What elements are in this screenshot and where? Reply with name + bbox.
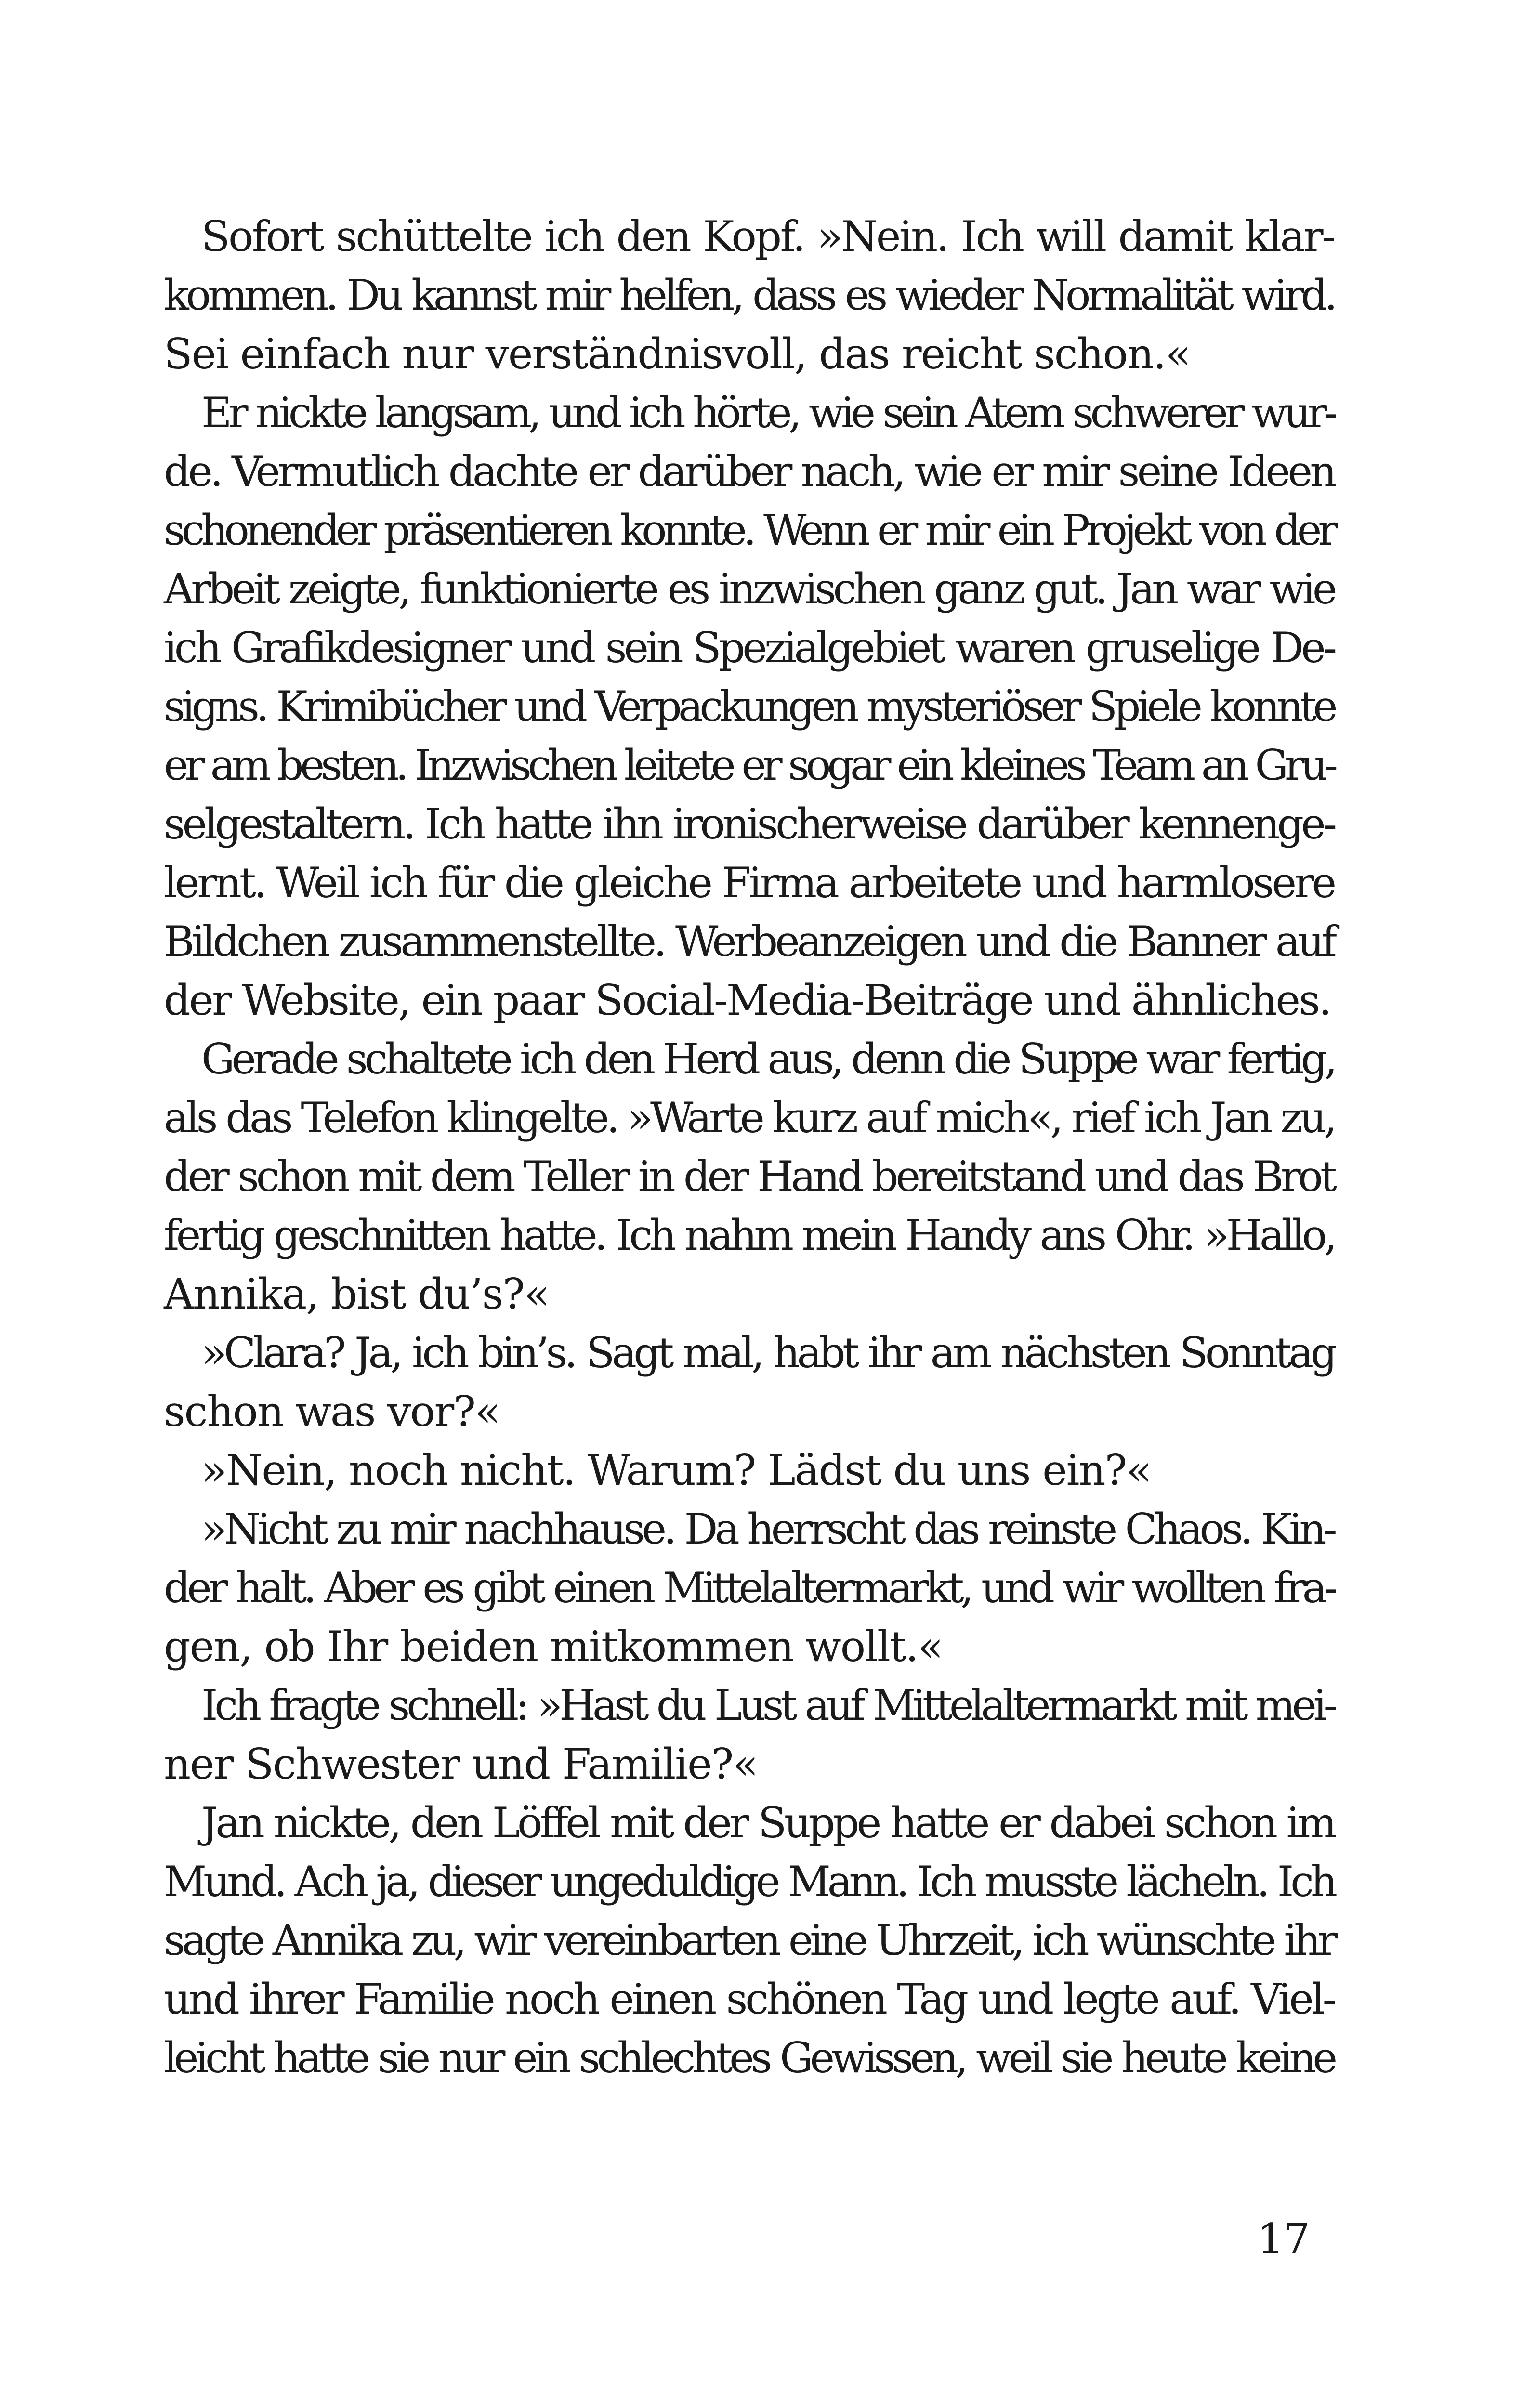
text-line: selgestaltern. Ich hatte ihn ironischerweise darüber kennenge-	[164, 799, 1334, 849]
text-line: der schon mit dem Teller in der Hand bereitstand und das Brot	[164, 1152, 1334, 1201]
text-line: Bildchen zusammenstellte. Werbeanzeigen und die Banner auf	[164, 917, 1334, 966]
text-line: Gerade schaltete ich den Herd aus, denn die Suppe war fertig,	[201, 1034, 1334, 1084]
text-line: und ihrer Familie noch einen schönen Tag und legte auf. Viel-	[164, 1975, 1334, 2024]
page-number: 17	[1257, 2214, 1310, 2264]
text-line: Jan nickte, den Löffel mit der Suppe hatte er dabei schon im	[201, 1798, 1334, 1847]
text-line: leicht hatte sie nur ein schlechtes Gewissen, weil sie heute keine	[164, 2033, 1334, 2082]
text-line: fertig geschnitten hatte. Ich nahm mein Handy ans Ohr. »Hallo,	[164, 1211, 1334, 1260]
text-line: Sei einfach nur verständnisvoll, das reicht schon.«	[164, 329, 1190, 379]
text-line: Sofort schüttelte ich den Kopf. »Nein. Ich will damit klar-	[201, 212, 1334, 261]
text-line: lernt. Weil ich für die gleiche Firma arbeitete und harmlosere	[164, 858, 1334, 907]
text-line: gen, ob Ihr beiden mitkommen wollt.«	[164, 1622, 943, 1671]
text-line: signs. Krimibücher und Verpackungen mysteriöser Spiele konnte	[164, 682, 1334, 731]
text-line: »Nein, noch nicht. Warum? Lädst du uns ein?«	[201, 1446, 1151, 1495]
text-line: kommen. Du kannst mir helfen, dass es wieder Normalität wird.	[164, 271, 1334, 320]
text-line: »Nicht zu mir nachhause. Da herrscht das reinste Chaos. Kin-	[201, 1505, 1334, 1554]
text-line: schonender präsentieren konnte. Wenn er mir ein Projekt von der	[164, 506, 1334, 555]
text-line: ner Schwester und Familie?«	[164, 1740, 758, 1789]
text-line: er am besten. Inzwischen leitete er sogar ein kleines Team an Gru-	[164, 741, 1334, 790]
text-line: Mund. Ach ja, dieser ungeduldige Mann. Ich musste lächeln. Ich	[164, 1857, 1334, 1906]
text-line: Ich fragte schnell: »Hast du Lust auf Mittelaltermarkt mit mei-	[201, 1681, 1334, 1730]
text-line: ich Grafikdesigner und sein Spezialgebiet waren gruselige De-	[164, 623, 1334, 672]
text-line: sagte Annika zu, wir vereinbarten eine Uhrzeit, ich wünschte ihr	[164, 1916, 1334, 1965]
text-line: als das Telefon klingelte. »Warte kurz auf mich«, rief ich Jan zu,	[164, 1093, 1334, 1142]
text-line: der halt. Aber es gibt einen Mittelaltermarkt, und wir wollten fra-	[164, 1563, 1334, 1612]
text-line: »Clara? Ja, ich bin’s. Sagt mal, habt ihr am nächsten Sonntag	[201, 1328, 1334, 1377]
text-line: Er nickte langsam, und ich hörte, wie sein Atem schwerer wur-	[201, 388, 1334, 437]
text-line: der Website, ein paar Social-Media-Beiträge und ähnliches.	[164, 976, 1330, 1025]
text-line: Arbeit zeigte, funktionierte es inzwischen ganz gut. Jan war wie	[164, 564, 1334, 614]
text-line: schon was vor?«	[164, 1387, 500, 1436]
text-line: Annika, bist du’s?«	[164, 1269, 549, 1319]
body-text	[164, 207, 1334, 2087]
text-line: de. Vermutlich dachte er darüber nach, wie er mir seine Ideen	[164, 447, 1334, 496]
